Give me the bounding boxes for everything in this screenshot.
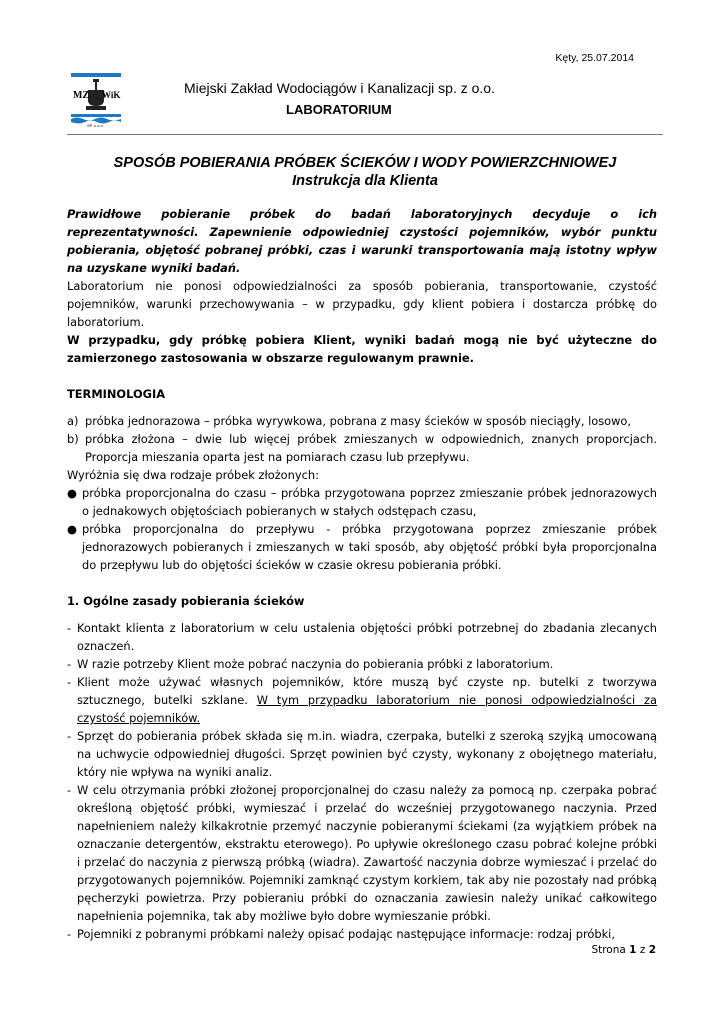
- mzwik-logo: [70, 70, 122, 130]
- item-text-plain: Klient może używać własnych pojemników, które muszą być czyste np. butelki z tworzywa sztucznego, butelki szklane.: [77, 675, 657, 707]
- terminology-heading: TERMINOLOGIA: [67, 387, 166, 401]
- terminology-subintro: Wyróżnia się dwa rodzaje próbek złożonych:: [67, 468, 319, 482]
- item-marker: a): [67, 414, 79, 428]
- organization-name: Miejski Zakład Wodociągów i Kanalizacji sp. z o.o.: [184, 80, 495, 96]
- terminology-item: [67, 412, 657, 430]
- svg-text:MZ: MZ: [73, 90, 90, 101]
- section-1-item: [67, 781, 657, 925]
- item-text: W razie potrzeby Klient może pobrać naczynia do pobierania próbki z laboratorium.: [77, 657, 554, 671]
- intro-warning: W przypadku, gdy próbkę pobiera Klient, wyniki badań mogą nie być użyteczne do zamierzonego zastosowania w obszarze regulowanym prawnie.: [67, 333, 657, 365]
- current-page: 1: [629, 944, 637, 956]
- item-text: W celu otrzymania próbki złożonej proporcjonalnej do czasu należy za pomocą np. czerpaka pobrać określoną objętość próbki, wymieszać i przelać do wcześniej przygotowanego naczynia. Przed napełnieniem należy kilkakrotnie przemyć naczynie pobieranymi ściekami (za wyjątkiem próbek na oznaczanie detergentów, ekstraktu eterowego). Po upływie określonego czasu pobrać kolejne próbki i przelać do naczynia z pierwszą próbką (wiadra). Zawartość naczynia dobrze wymieszać i przelać do przygotowanych pojemników. Pojemniki zamknąć czystym korkiem, tak aby nie pozostały nad próbką pęcherzyki powietrza. Przy pobieraniu próbki do oznaczania zawiesin należy unikać całkowitego napełnienia pojemnika, tak aby możliwe było dobre wymieszanie próbki.: [77, 783, 657, 923]
- page-label: Strona: [591, 944, 626, 956]
- item-text: próbka złożona – dwie lub więcej próbek zmieszanych w odpowiednich, znanych proporcjach. Proporcja mieszania oparta jest na pomiarach czasu lub przepływu.: [85, 432, 657, 464]
- dash-marker: -: [67, 927, 72, 941]
- bullet-marker: ●: [67, 486, 77, 500]
- item-text: Pojemniki z pobranymi próbkami należy opisać podając następujące informacje: rodzaj próbki,: [77, 927, 615, 941]
- section-1-item: [67, 727, 657, 781]
- page-of: z: [639, 944, 646, 956]
- section-1-item: [67, 925, 657, 943]
- item-text: Kontakt klienta z laboratorium w celu ustalenia objętości próbki potrzebnej do zbadania zlecanych oznaczeń.: [77, 621, 657, 653]
- terminology-bullet: [67, 484, 657, 520]
- item-text: próbka jednorazowa – próbka wyrywkowa, pobrana z masy ścieków w sposób nieciągły, losowo,: [85, 414, 632, 428]
- item-marker: b): [67, 432, 79, 446]
- section-1-item: [67, 619, 657, 655]
- dash-marker: -: [67, 675, 72, 689]
- terminology-item: [67, 430, 657, 466]
- section-1-item: [67, 673, 657, 727]
- section-1-heading: 1. Ogólne zasady pobierania ścieków: [67, 594, 305, 608]
- title-line-2: Instrukcja dla Klienta: [292, 173, 438, 189]
- dash-marker: -: [67, 657, 72, 671]
- dash-marker: -: [67, 621, 72, 635]
- svg-text:SP. z o.o.: SP. z o.o.: [87, 123, 104, 128]
- svg-text:WiK: WiK: [102, 90, 121, 100]
- page-number: [591, 944, 656, 956]
- bullet-text: próbka proporcjonalna do przepływu - próbka przygotowana poprzez zmieszanie próbek jednorazowych pobieranych i zmieszanych w taki sposób, aby objętość próbki była proporcjonalna do przepływu lub do objętości ścieków w czasie okresu pobierania próbki.: [82, 522, 657, 572]
- section-1-item: [67, 655, 657, 673]
- dash-marker: -: [67, 729, 72, 743]
- document-body: [67, 205, 657, 943]
- document-title: [67, 154, 663, 190]
- header-divider: [67, 134, 663, 135]
- item-text: Sprzęt do pobierania próbek składa się m.in. wiadra, czerpaka, butelki z szeroką szyjką umocowaną na uchwycie odpowiedniej długości. Sprzęt powinien być czysty, wykonany z obojętnego materiału, który nie wpływa na wyniki analiz.: [77, 729, 657, 779]
- dash-marker: -: [67, 783, 72, 797]
- intro-disclaimer: Laboratorium nie ponosi odpowiedzialności za sposób pobierania, transportowanie, czystość pojemników, warunki przechowywania – w przypadku, gdy klient pobiera i dostarcza próbkę do laboratorium.: [67, 279, 657, 329]
- item-text: [77, 673, 657, 727]
- bullet-marker: ●: [67, 522, 77, 536]
- bullet-text: próbka proporcjonalna do czasu – próbka przygotowana poprzez zmieszanie próbek jednorazowych o jednakowych objętościach pobieranych w stałych odstępach czasu,: [82, 486, 657, 518]
- department-name: LABORATORIUM: [286, 102, 392, 117]
- document-date: Kęty, 25.07.2014: [555, 52, 634, 64]
- title-line-1: SPOSÓB POBIERANIA PRÓBEK ŚCIEKÓW I WODY POWIERZCHNIOWEJ: [113, 155, 617, 171]
- intro-emphasis: Prawidłowe pobieranie próbek do badań laboratoryjnych decyduje o ich reprezentatywności. Zapewnienie odpowiedniej czystości pojemników, wybór punktu pobierania, objętość pobranej próbki, czas i warunki transportowania mają istotny wpływ na uzyskane wyniki badań.: [67, 207, 657, 275]
- item-text-underlined: W tym przypadku laboratorium nie ponosi odpowiedzialności za czystość pojemników.: [77, 693, 657, 725]
- total-pages: 2: [648, 944, 656, 956]
- terminology-bullet: [67, 520, 657, 574]
